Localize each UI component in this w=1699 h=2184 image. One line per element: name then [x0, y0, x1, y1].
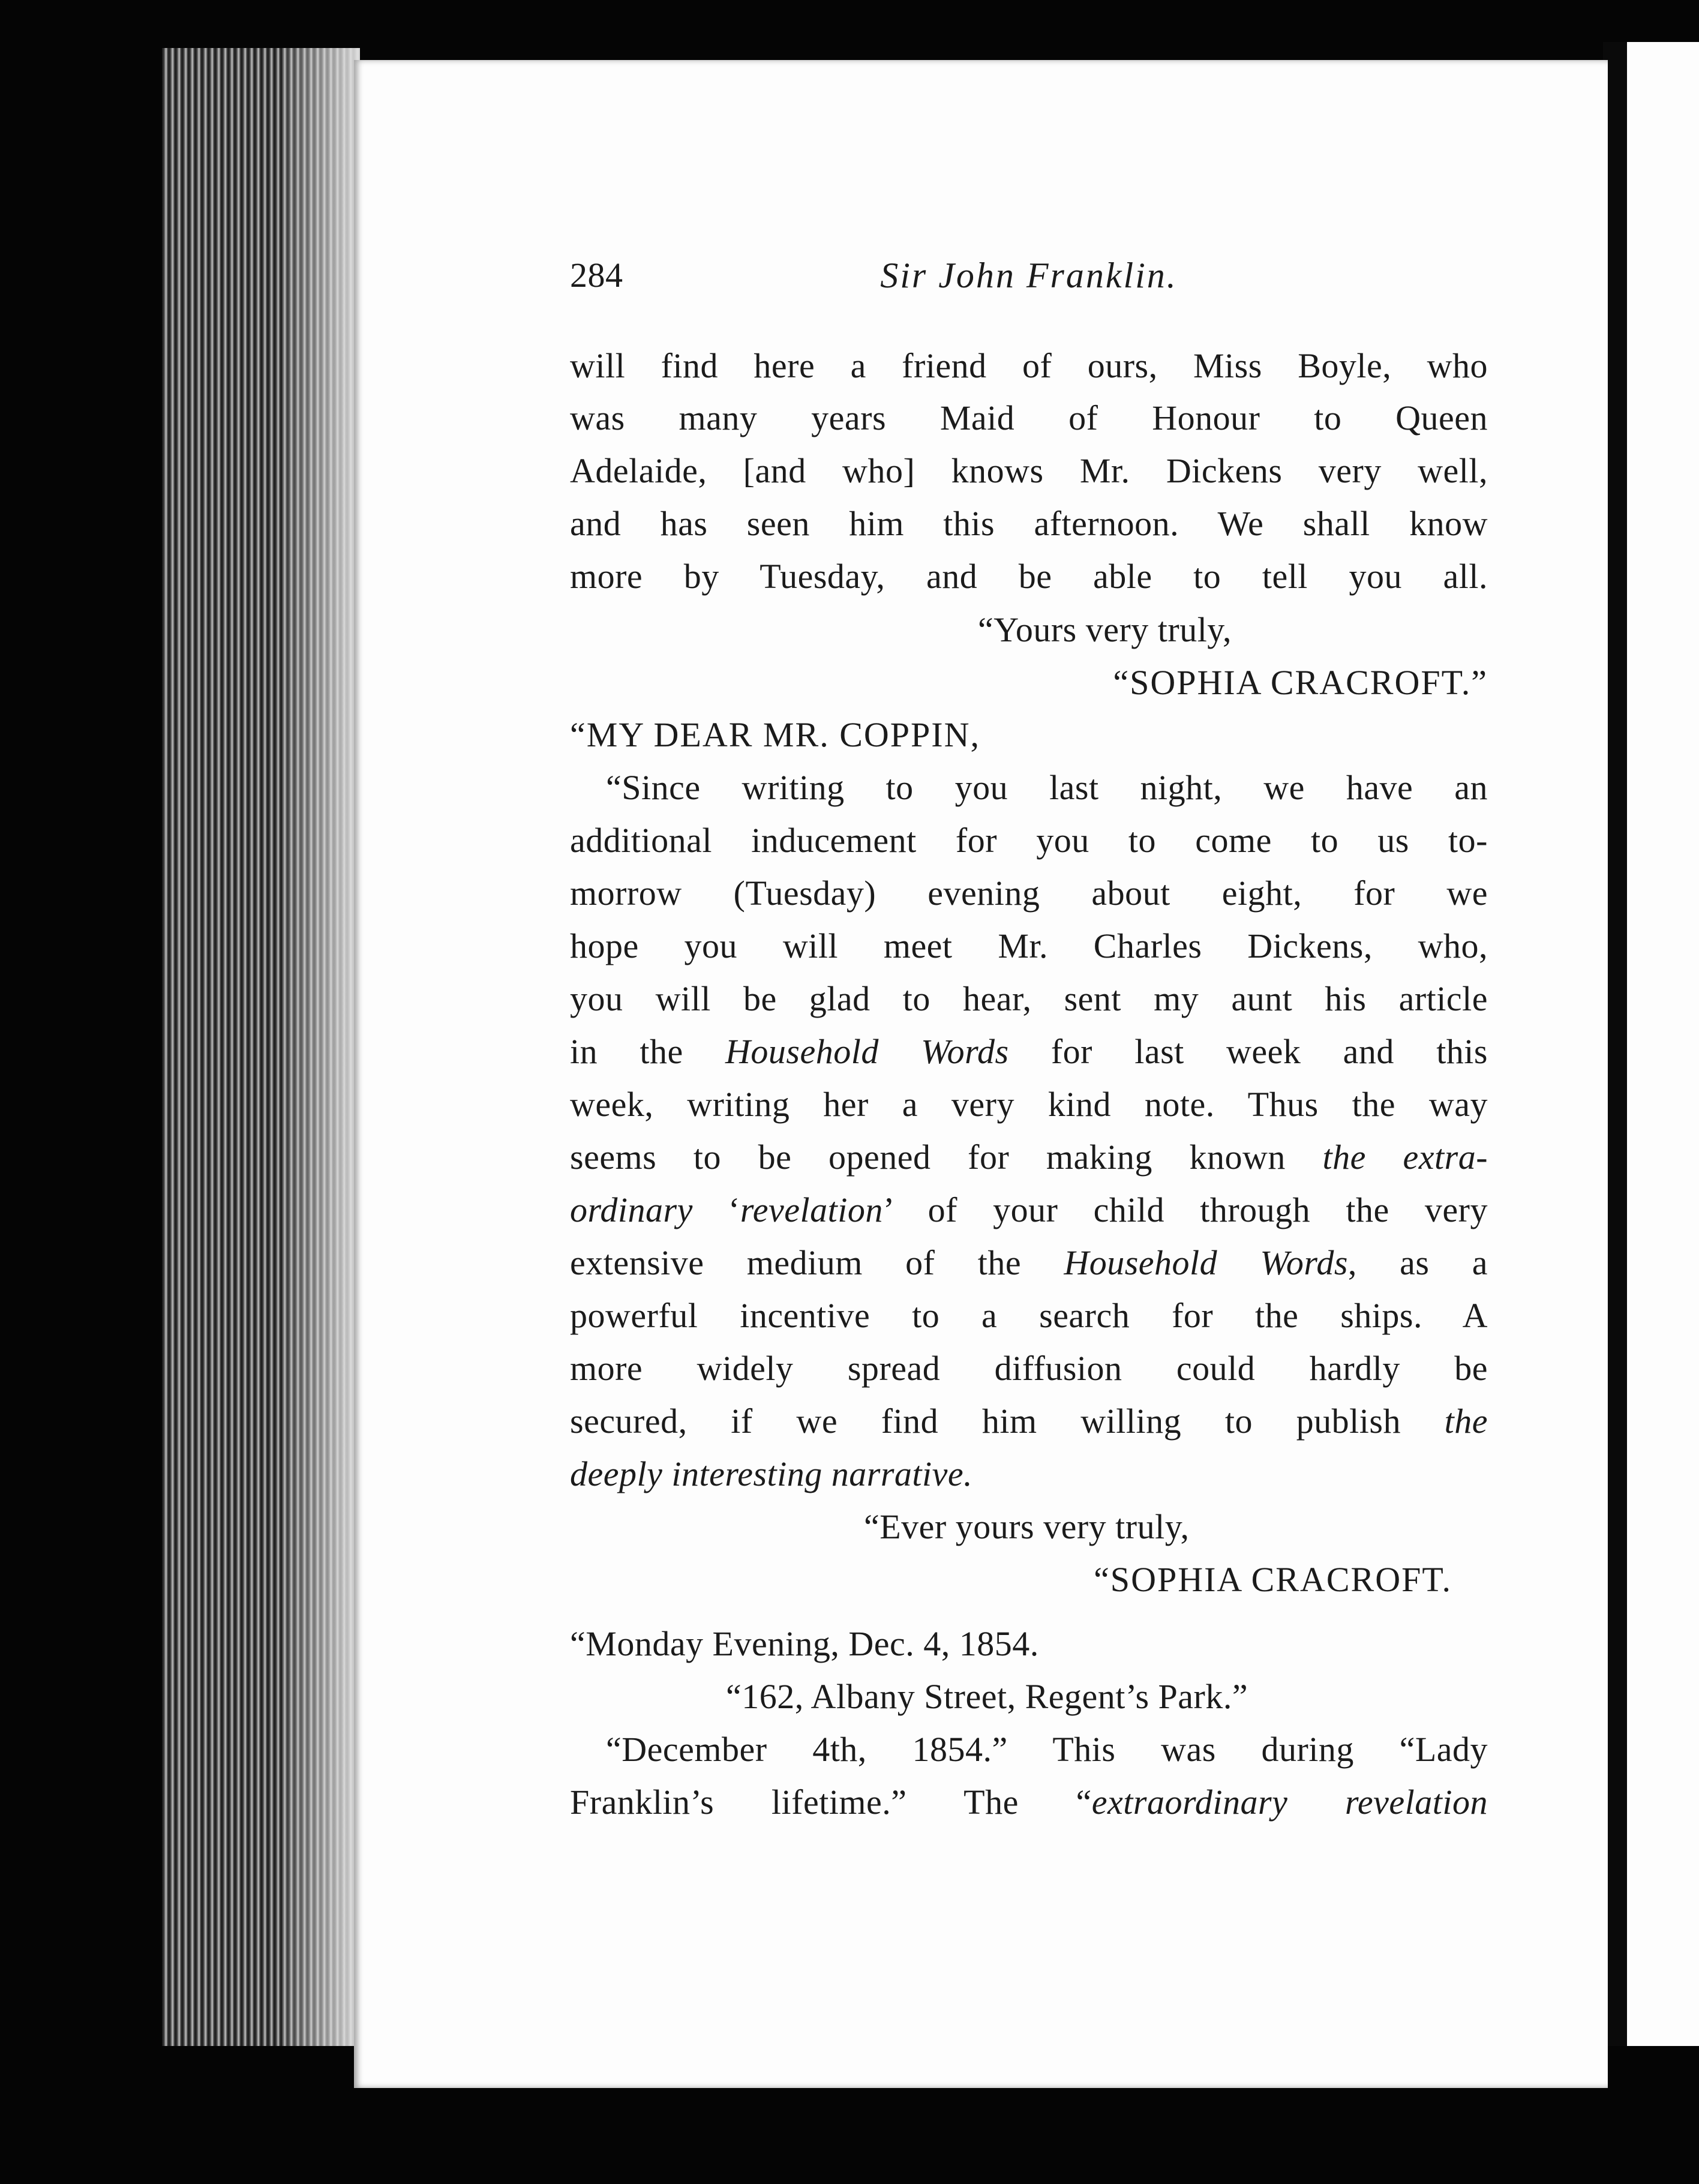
italic-span: extraordinary revelation	[1091, 1783, 1488, 1822]
valediction: “Yours very truly,	[978, 610, 1232, 649]
valediction: “Ever yours very truly,	[864, 1507, 1190, 1546]
signature: “SOPHIA CRACROFT.”	[1113, 663, 1488, 702]
text-line: Adelaide, [and who] knows Mr. Dickens very well,	[570, 451, 1488, 490]
text-span: extensive medium of the	[570, 1243, 1064, 1282]
text-line: powerful incentive to a search for the ships. A	[570, 1296, 1488, 1335]
text-line: hope you will meet Mr. Charles Dickens, who,	[570, 926, 1488, 965]
text-span: in the	[570, 1032, 726, 1071]
salutation: “MY DEAR MR. COPPIN,	[570, 715, 980, 754]
text-line: additional inducement for you to come to us to-	[570, 821, 1488, 860]
italic-title: Household Words	[1064, 1243, 1348, 1282]
text-span: for last week and this	[1008, 1032, 1488, 1071]
text-span: Franklin’s lifetime.” The “	[570, 1783, 1092, 1822]
text-span: secured, if we find him willing to publish	[570, 1402, 1445, 1441]
page-edges	[162, 48, 360, 2046]
italic-span: ordinary	[570, 1190, 693, 1229]
text-line: more widely spread diffusion could hardly be	[570, 1349, 1488, 1388]
running-header	[570, 255, 1488, 303]
text-line: morrow (Tuesday) evening about eight, for we	[570, 874, 1488, 913]
text-span: ‘	[692, 1190, 740, 1229]
text-line: and has seen him this afternoon. We shall know	[570, 504, 1488, 543]
text-line	[570, 1397, 1488, 1445]
text-line: deeply interesting narrative.	[570, 1454, 973, 1493]
dateline: “Monday Evening, Dec. 4, 1854.	[570, 1624, 1039, 1663]
text-line: more by Tuesday, and be able to tell you all.	[570, 557, 1488, 596]
text-line	[570, 1133, 1488, 1181]
italic-span: the extra-	[1322, 1138, 1488, 1177]
text-line	[570, 1239, 1488, 1287]
signature: “SOPHIA CRACROFT.	[1094, 1560, 1452, 1599]
text-span: ’ of your child through the very	[882, 1190, 1488, 1229]
text-span: , as a	[1347, 1243, 1488, 1282]
italic-span: revelation	[740, 1190, 883, 1229]
text-line: “Since writing to you last night, we have an	[606, 768, 1488, 807]
book-page	[354, 60, 1608, 2088]
address-line: “162, Albany Street, Regent’s Park.”	[726, 1677, 1248, 1716]
page-number: 284	[570, 256, 623, 295]
text-span: seems to be opened for making known	[570, 1138, 1323, 1177]
text-line: will find here a friend of ours, Miss Boyle, who	[570, 346, 1488, 385]
text-line: week, writing her a very kind note. Thus the way	[570, 1085, 1488, 1124]
text-line	[570, 1186, 1488, 1234]
text-line: was many years Maid of Honour to Queen	[570, 398, 1488, 437]
italic-title: Household Words	[725, 1032, 1009, 1071]
text-line: “December 4th, 1854.” This was during “Lady	[606, 1730, 1488, 1769]
running-title: Sir John Franklin.	[880, 256, 1178, 295]
text-line	[570, 1028, 1488, 1076]
next-page-edge	[1603, 42, 1699, 2046]
italic-span: the	[1444, 1402, 1488, 1441]
text-line: you will be glad to hear, sent my aunt his article	[570, 979, 1488, 1018]
text-line	[570, 1778, 1488, 1826]
